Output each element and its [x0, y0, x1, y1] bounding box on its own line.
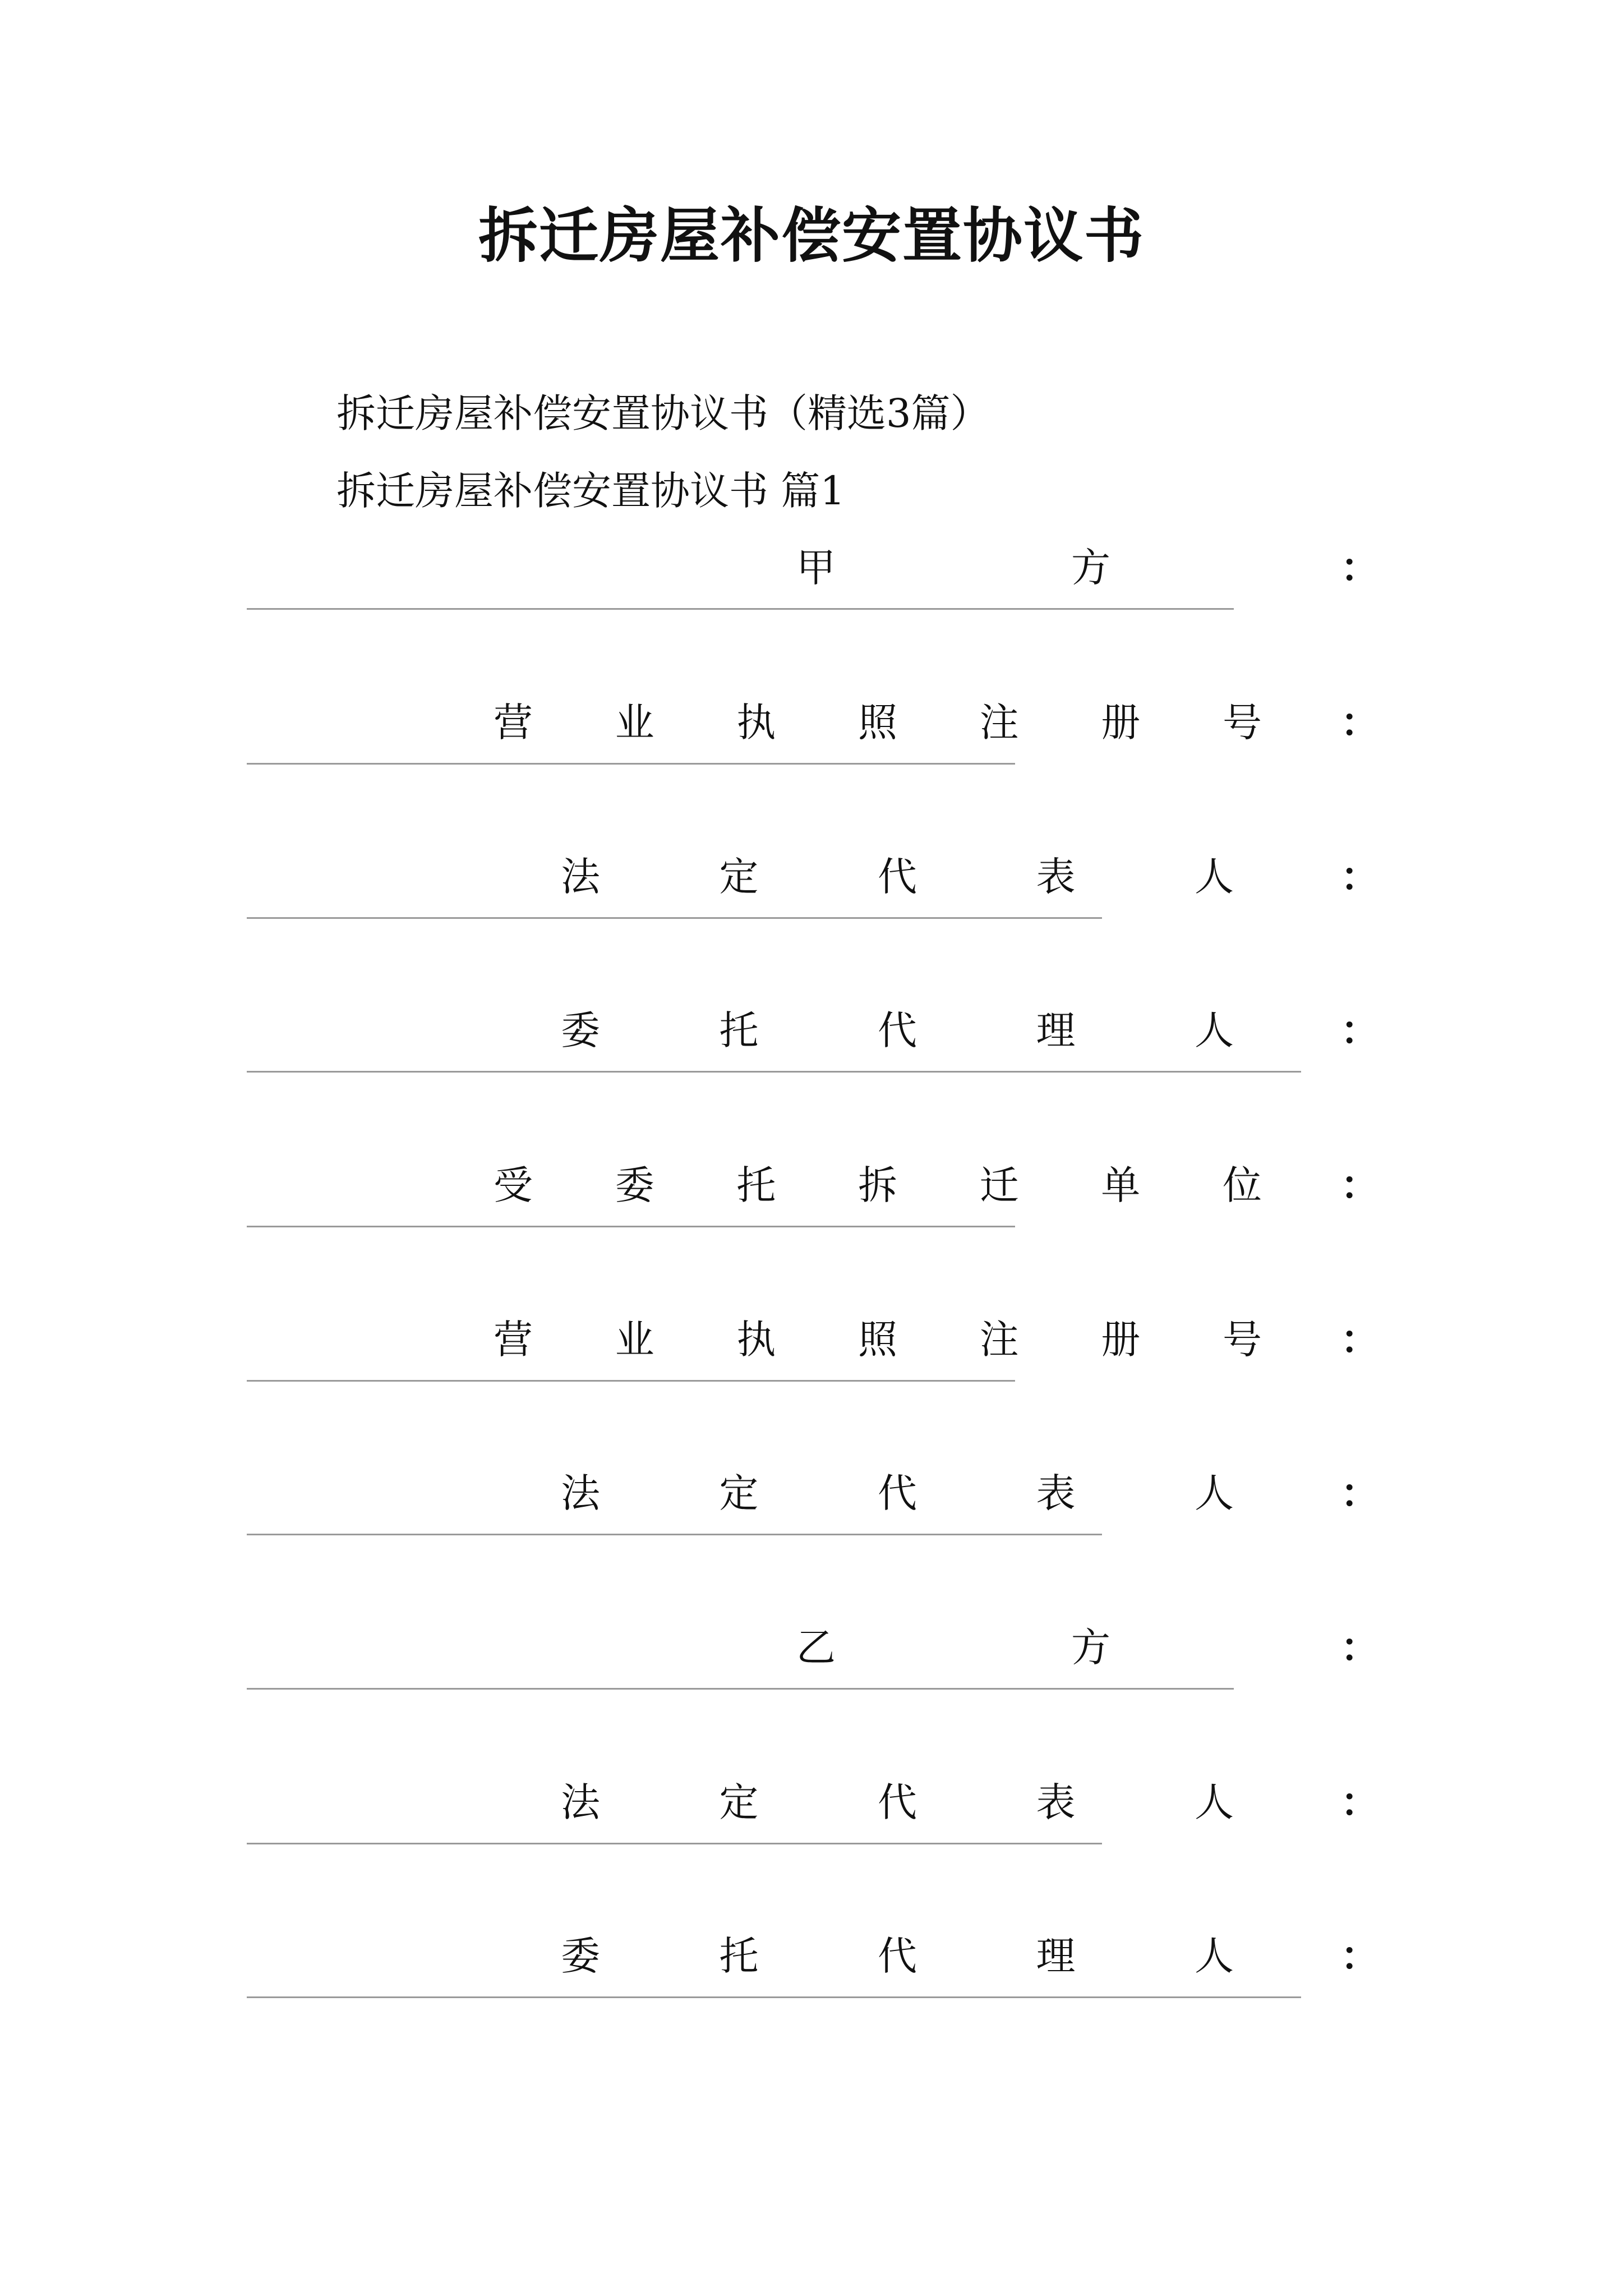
field-label — [561, 1002, 1234, 1059]
field-colon: ： — [1340, 544, 1380, 591]
form-field — [0, 1928, 1623, 1984]
fill-in-blank-line — [247, 1534, 1102, 1535]
field-label — [796, 1619, 1110, 1676]
form-field — [0, 1774, 1623, 1830]
field-label-char: 拆 — [857, 1162, 897, 1208]
field-label — [796, 540, 1110, 596]
fill-in-blank-line — [247, 1843, 1102, 1844]
field-label-char: 表 — [1036, 1779, 1076, 1825]
field-label-char: 方 — [1071, 1625, 1110, 1671]
document-title: 拆迁房屋补偿安置协议书 — [478, 200, 1145, 270]
fill-in-blank-line — [247, 1071, 1301, 1073]
field-label-char: 单 — [1101, 1162, 1141, 1208]
field-label-char: 营 — [494, 1317, 533, 1363]
field-label-char: 委 — [615, 1162, 654, 1208]
field-label-char: 号 — [1222, 1317, 1262, 1363]
field-label-char: 托 — [719, 1007, 759, 1053]
field-label-char: 人 — [1195, 1007, 1234, 1053]
intro-line-collection: 拆迁房屋补偿安置协议书（精选3篇） — [336, 390, 990, 436]
field-label-char: 表 — [1036, 854, 1076, 900]
field-label — [561, 1774, 1234, 1830]
field-colon: ： — [1340, 699, 1380, 746]
fill-in-blank-line — [247, 1688, 1234, 1690]
form-field — [0, 540, 1623, 596]
field-label-char: 甲 — [796, 545, 836, 591]
field-label-char: 乙 — [796, 1625, 836, 1671]
field-colon: ： — [1340, 853, 1380, 900]
field-label-char: 执 — [736, 1317, 776, 1363]
field-label-char: 法 — [561, 854, 600, 900]
field-label-char: 表 — [1036, 1470, 1076, 1516]
field-colon: ： — [1340, 1624, 1380, 1671]
field-label-char: 代 — [878, 1779, 917, 1825]
field-label-char: 册 — [1101, 1317, 1141, 1363]
field-label-char: 理 — [1036, 1007, 1076, 1053]
field-label-char: 委 — [561, 1933, 600, 1979]
fill-in-blank-line — [247, 917, 1102, 919]
field-colon: ： — [1340, 1316, 1380, 1363]
field-label-char: 代 — [878, 854, 917, 900]
field-colon: ： — [1340, 1007, 1380, 1053]
field-label-char: 定 — [719, 1779, 759, 1825]
field-label-char: 业 — [615, 1317, 654, 1363]
field-label-char: 照 — [857, 1317, 897, 1363]
field-label-char: 人 — [1195, 1779, 1234, 1825]
field-label-char: 代 — [878, 1007, 917, 1053]
field-label — [494, 1157, 1262, 1213]
field-label-char: 托 — [736, 1162, 776, 1208]
field-label-char: 迁 — [979, 1162, 1019, 1208]
field-colon: ： — [1340, 1779, 1380, 1825]
field-label-char: 营 — [494, 700, 533, 746]
form-field — [0, 1312, 1623, 1368]
field-label — [494, 1312, 1262, 1368]
form-field — [0, 694, 1623, 751]
fill-in-blank-line — [247, 1996, 1301, 1998]
form-field — [0, 849, 1623, 905]
field-label-char: 执 — [736, 700, 776, 746]
field-label-char: 代 — [878, 1470, 917, 1516]
field-label-char: 方 — [1071, 545, 1110, 591]
field-label-char: 委 — [561, 1007, 600, 1053]
field-label — [494, 694, 1262, 751]
field-colon: ： — [1340, 1162, 1380, 1208]
field-label-char: 定 — [719, 1470, 759, 1516]
field-label-char: 人 — [1195, 854, 1234, 900]
field-label-char: 法 — [561, 1779, 600, 1825]
field-label-char: 册 — [1101, 700, 1141, 746]
field-label-char: 定 — [719, 854, 759, 900]
field-label-char: 托 — [719, 1933, 759, 1979]
form-field — [0, 1465, 1623, 1521]
form-field — [0, 1157, 1623, 1213]
field-colon: ： — [1340, 1932, 1380, 1979]
form-field — [0, 1619, 1623, 1676]
field-label-char: 人 — [1195, 1470, 1234, 1516]
field-label-char: 代 — [878, 1933, 917, 1979]
fill-in-blank-line — [247, 763, 1015, 765]
intro-line-section: 拆迁房屋补偿安置协议书 篇1 — [336, 468, 845, 514]
fill-in-blank-line — [247, 1226, 1015, 1227]
fill-in-blank-line — [247, 608, 1234, 610]
field-label-char: 受 — [494, 1162, 533, 1208]
field-label-char: 人 — [1195, 1933, 1234, 1979]
field-label-char: 注 — [979, 1317, 1019, 1363]
field-label-char: 注 — [979, 700, 1019, 746]
field-label — [561, 1928, 1234, 1984]
field-label-char: 号 — [1222, 700, 1262, 746]
field-label — [561, 849, 1234, 905]
field-label — [561, 1465, 1234, 1521]
field-label-char: 理 — [1036, 1933, 1076, 1979]
fill-in-blank-line — [247, 1380, 1015, 1382]
field-colon: ： — [1340, 1470, 1380, 1516]
field-label-char: 照 — [857, 700, 897, 746]
field-label-char: 位 — [1222, 1162, 1262, 1208]
field-label-char: 业 — [615, 700, 654, 746]
field-label-char: 法 — [561, 1470, 600, 1516]
form-field — [0, 1002, 1623, 1059]
